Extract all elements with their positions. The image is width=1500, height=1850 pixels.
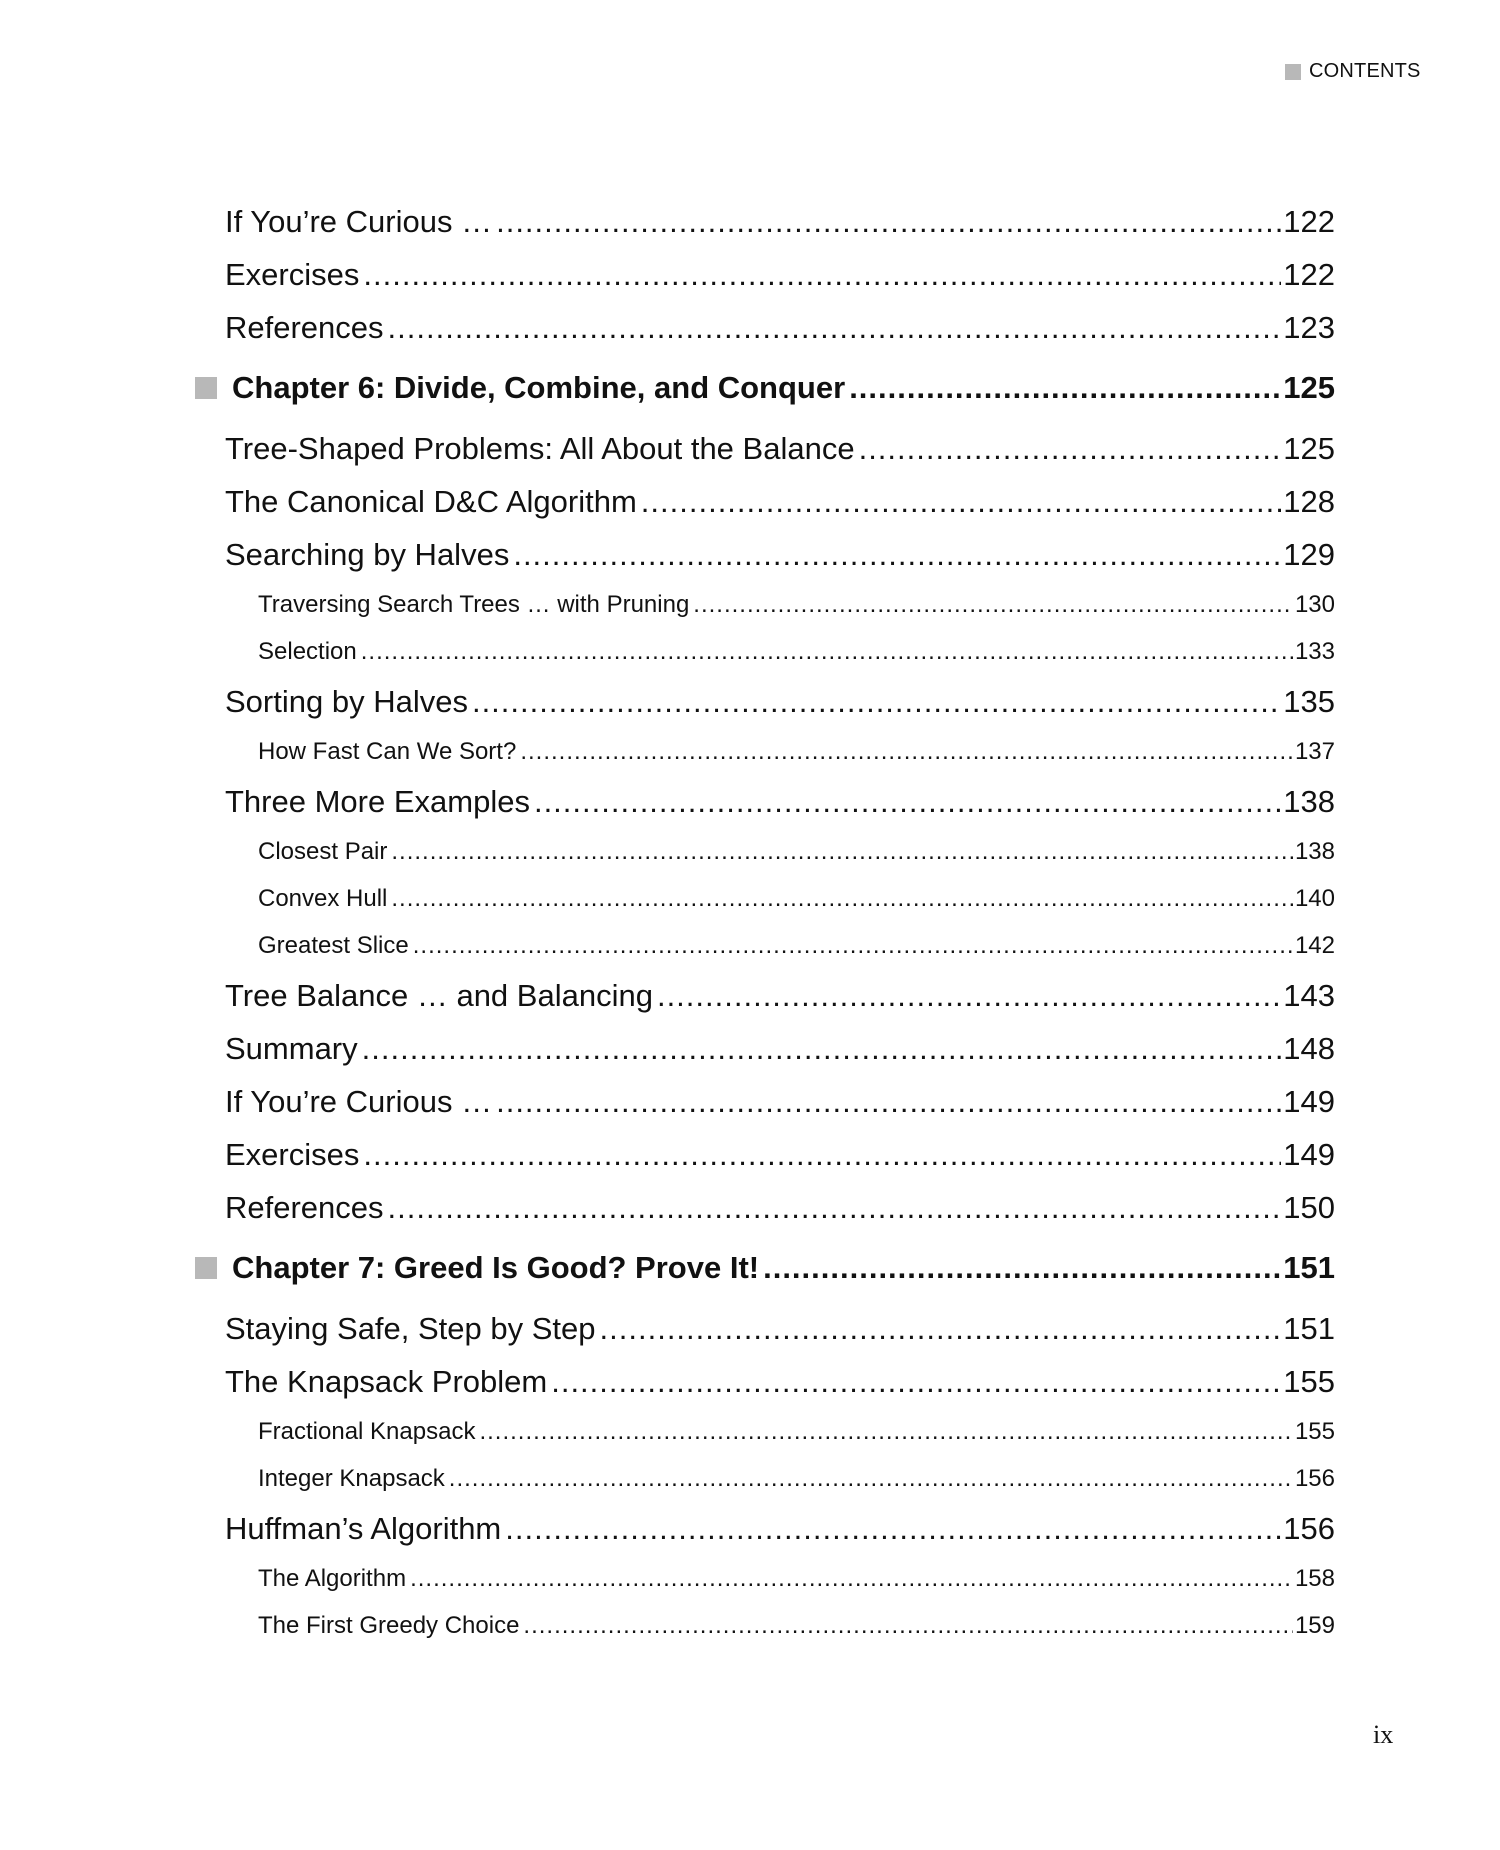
toc-entry-title: References — [225, 310, 384, 345]
toc-entry-page-number: 123 — [1283, 310, 1335, 345]
dot-leader — [388, 1181, 1282, 1234]
toc-subsection-entry[interactable] — [258, 1408, 1335, 1455]
toc-subsection-entry[interactable] — [258, 875, 1335, 922]
toc-entry-page-number: 135 — [1283, 684, 1335, 719]
toc-entry-page-number: 150 — [1283, 1190, 1335, 1225]
toc-entry-page-number: 130 — [1294, 591, 1335, 618]
dot-leader — [363, 1128, 1281, 1181]
toc-entry-title: Integer Knapsack — [258, 1465, 445, 1492]
toc-entry-page-number: 143 — [1283, 978, 1335, 1013]
dot-leader — [413, 922, 1293, 969]
toc-entry-page-number: 129 — [1283, 537, 1335, 572]
toc-subsection-entry[interactable] — [258, 728, 1335, 775]
toc-section-entry[interactable] — [225, 528, 1335, 581]
toc-entry-page-number: 151 — [1283, 1311, 1335, 1346]
toc-entry-title: Traversing Search Trees … with Pruning — [258, 591, 690, 618]
dot-leader — [551, 1355, 1281, 1408]
toc-entry-title: Tree Balance … and Balancing — [225, 978, 653, 1013]
toc-entry-page-number: 156 — [1294, 1465, 1335, 1492]
toc-entry-page-number: 138 — [1283, 784, 1335, 819]
toc-entry-title: Selection — [258, 638, 357, 665]
dot-leader — [472, 675, 1281, 728]
toc-entry-page-number: 148 — [1283, 1031, 1335, 1066]
toc-entry-title: Three More Examples — [225, 784, 530, 819]
toc-entry-page-number: 142 — [1294, 932, 1335, 959]
chapter-square-marker — [195, 1257, 217, 1279]
toc-section-entry[interactable] — [225, 1355, 1335, 1408]
toc-subsection-entry[interactable] — [258, 628, 1335, 675]
toc-entry-title: Staying Safe, Step by Step — [225, 1311, 596, 1346]
toc-entry-page-number: 155 — [1294, 1418, 1335, 1445]
toc-section-entry[interactable] — [225, 1075, 1335, 1128]
toc-entry-title: The Knapsack Problem — [225, 1364, 548, 1399]
dot-leader — [496, 195, 1281, 248]
toc-chapter-entry[interactable] — [195, 354, 1335, 422]
toc-entry-page-number: 158 — [1294, 1565, 1335, 1592]
toc-section-entry[interactable] — [225, 422, 1335, 475]
toc-entry-page-number: 133 — [1294, 638, 1335, 665]
toc-section-entry[interactable] — [225, 675, 1335, 728]
toc-entry-title: Searching by Halves — [225, 537, 510, 572]
dot-leader — [513, 528, 1281, 581]
dot-leader — [523, 1602, 1293, 1649]
toc-entry-title: Fractional Knapsack — [258, 1418, 476, 1445]
toc-section-entry[interactable] — [225, 248, 1335, 301]
dot-leader — [391, 828, 1293, 875]
toc-chapter-entry[interactable] — [195, 1234, 1335, 1302]
dot-leader — [479, 1408, 1293, 1455]
toc-section-entry[interactable] — [225, 1502, 1335, 1555]
toc-section-entry[interactable] — [225, 1022, 1335, 1075]
header-square-marker — [1285, 64, 1301, 80]
dot-leader — [657, 969, 1281, 1022]
toc-entry-title: Closest Pair — [258, 838, 388, 865]
page-number: ix — [1373, 1720, 1394, 1749]
table-of-contents — [195, 195, 1335, 1649]
toc-section-entry[interactable] — [225, 775, 1335, 828]
dot-leader — [520, 728, 1293, 775]
toc-entry-title: The Canonical D&C Algorithm — [225, 484, 637, 519]
toc-entry-title: Convex Hull — [258, 885, 388, 912]
toc-entry-page-number: 138 — [1294, 838, 1335, 865]
toc-entry-title: References — [225, 1190, 384, 1225]
toc-entry-page-number: 140 — [1294, 885, 1335, 912]
toc-entry-page-number: 125 — [1283, 370, 1335, 405]
toc-subsection-entry[interactable] — [258, 581, 1335, 628]
dot-leader — [849, 354, 1281, 422]
toc-subsection-entry[interactable] — [258, 1455, 1335, 1502]
dot-leader — [600, 1302, 1282, 1355]
toc-section-entry[interactable] — [225, 475, 1335, 528]
dot-leader — [388, 301, 1282, 354]
running-header-label: CONTENTS — [1309, 60, 1421, 82]
toc-section-entry[interactable] — [225, 195, 1335, 248]
toc-entry-title: The Algorithm — [258, 1565, 407, 1592]
toc-section-entry[interactable] — [225, 1302, 1335, 1355]
toc-entry-page-number: 159 — [1294, 1612, 1335, 1639]
dot-leader — [361, 628, 1293, 675]
dot-leader — [362, 1022, 1282, 1075]
toc-entry-title: Exercises — [225, 257, 360, 292]
dot-leader — [763, 1234, 1281, 1302]
toc-entry-title: How Fast Can We Sort? — [258, 738, 517, 765]
dot-leader — [534, 775, 1281, 828]
toc-subsection-entry[interactable] — [258, 1602, 1335, 1649]
toc-entry-title: If You’re Curious … — [225, 1084, 493, 1119]
dot-leader — [363, 248, 1281, 301]
dot-leader — [391, 875, 1293, 922]
toc-section-entry[interactable] — [225, 1128, 1335, 1181]
toc-entry-page-number: 122 — [1283, 257, 1335, 292]
toc-entry-page-number: 125 — [1283, 431, 1335, 466]
toc-entry-title: Exercises — [225, 1137, 360, 1172]
toc-entry-title: Greatest Slice — [258, 932, 409, 959]
toc-subsection-entry[interactable] — [258, 1555, 1335, 1602]
chapter-square-marker — [195, 377, 217, 399]
toc-entry-title: Sorting by Halves — [225, 684, 468, 719]
dot-leader — [505, 1502, 1281, 1555]
toc-entry-title: If You’re Curious … — [225, 204, 493, 239]
toc-entry-title: Huffman’s Algorithm — [225, 1511, 502, 1546]
toc-entry-title: Chapter 7: Greed Is Good? Prove It! — [232, 1250, 760, 1285]
toc-entry-page-number: 156 — [1283, 1511, 1335, 1546]
toc-subsection-entry[interactable] — [258, 828, 1335, 875]
dot-leader — [449, 1455, 1293, 1502]
toc-section-entry[interactable] — [225, 969, 1335, 1022]
dot-leader — [641, 475, 1281, 528]
toc-entry-page-number: 137 — [1294, 738, 1335, 765]
running-header — [1285, 60, 1421, 83]
toc-section-entry[interactable] — [225, 1181, 1335, 1234]
toc-entry-page-number: 155 — [1283, 1364, 1335, 1399]
dot-leader — [496, 1075, 1281, 1128]
toc-entry-title: The First Greedy Choice — [258, 1612, 520, 1639]
toc-entry-page-number: 151 — [1283, 1250, 1335, 1285]
toc-section-entry[interactable] — [225, 301, 1335, 354]
toc-entry-title: Summary — [225, 1031, 358, 1066]
toc-entry-page-number: 149 — [1283, 1084, 1335, 1119]
toc-entry-page-number: 122 — [1283, 204, 1335, 239]
dot-leader — [859, 422, 1282, 475]
toc-entry-title: Chapter 6: Divide, Combine, and Conquer — [232, 370, 846, 405]
dot-leader — [410, 1555, 1293, 1602]
toc-entry-page-number: 149 — [1283, 1137, 1335, 1172]
dot-leader — [693, 581, 1293, 628]
toc-entry-title: Tree-Shaped Problems: All About the Balance — [225, 431, 855, 466]
toc-entry-page-number: 128 — [1283, 484, 1335, 519]
toc-subsection-entry[interactable] — [258, 922, 1335, 969]
